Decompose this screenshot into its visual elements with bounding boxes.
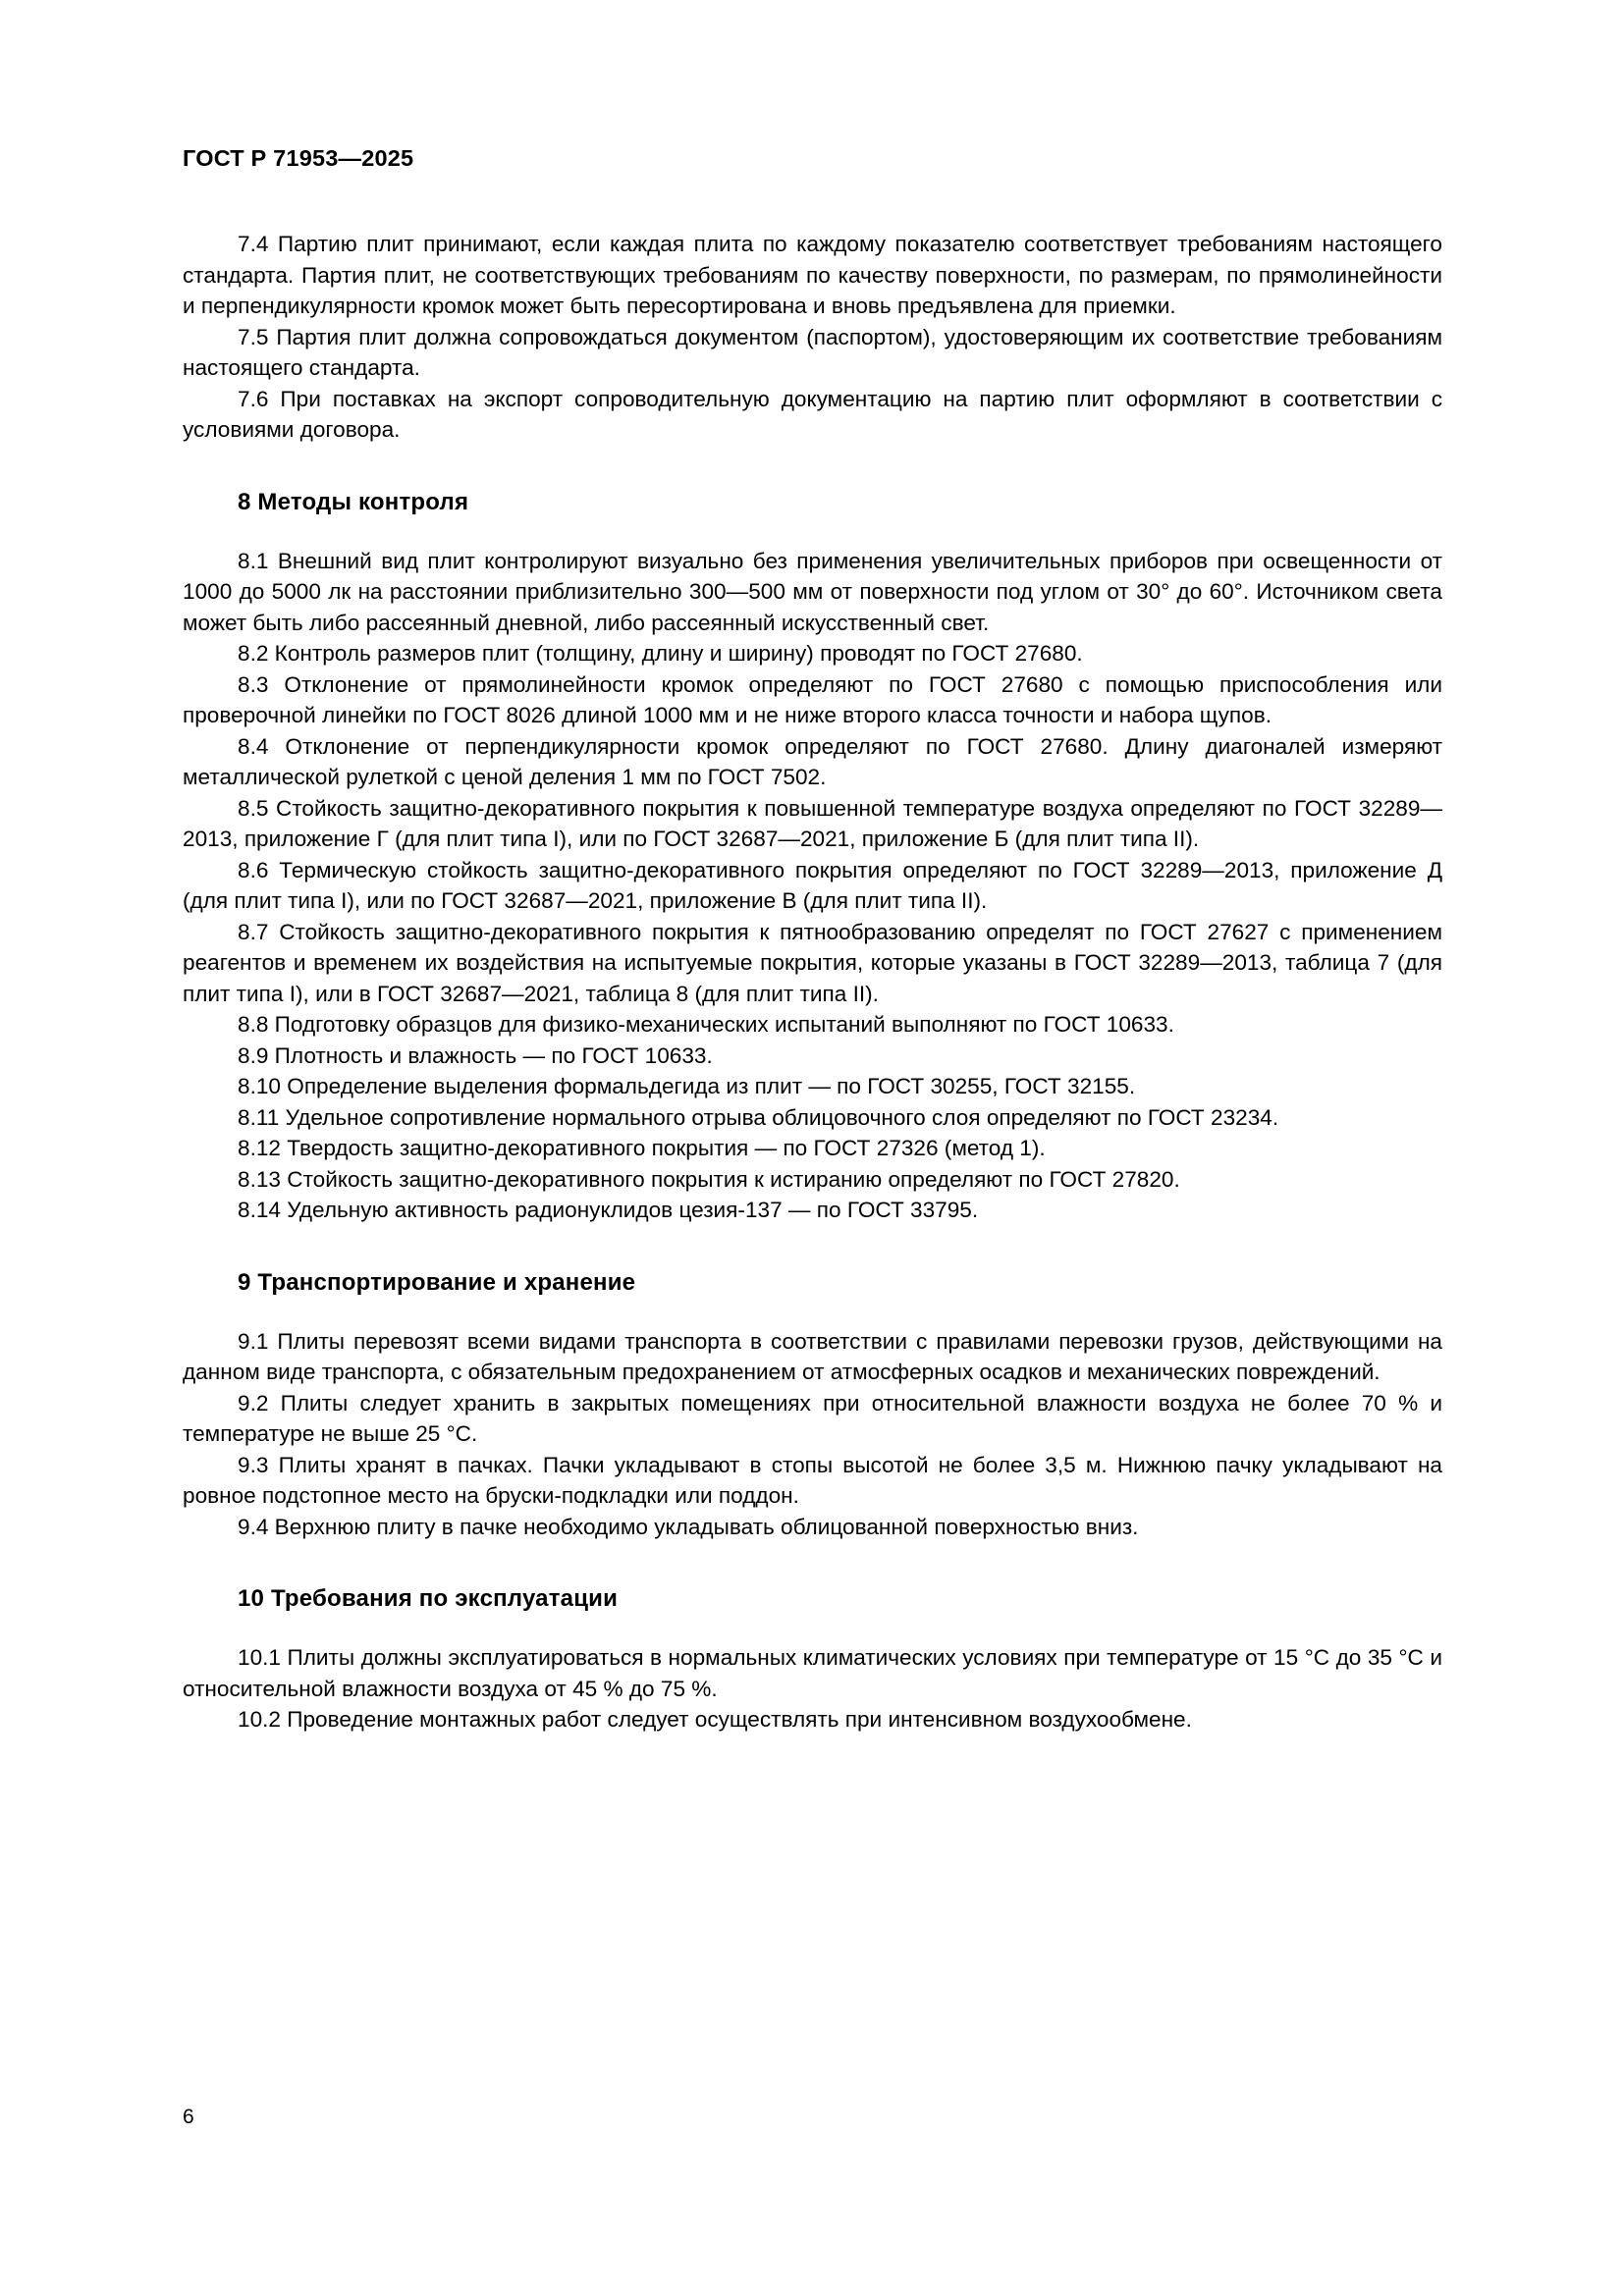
paragraph-8-5: 8.5 Стойкость защитно-декоративного покрытия к повышенной температуре воздуха определяют по ГОСТ 32289—2013, приложение Г (для плит типа I), или по ГОСТ 32687—2021, приложение Б (для плит типа II). [183, 795, 1442, 851]
page-number: 6 [183, 2106, 194, 2128]
paragraph-8-11: 8.11 Удельное сопротивление нормального отрыва облицовочного слоя определяют по ГОСТ 23234. [238, 1104, 1279, 1130]
paragraph-8-12: 8.12 Твердость защитно-декоративного покрытия — по ГОСТ 27326 (метод 1). [238, 1136, 1046, 1160]
paragraph-8-1: 8.1 Внешний вид плит контролируют визуально без применения увеличительных приборов при освещенности от 1000 до 5000 лк на расстоянии приблизительно 300—500 мм от поверхности под углом от 30° до 60°. Источником света может быть либо рассеянный дневной, либо рассеянный искусственный свет. [183, 548, 1442, 635]
paragraph-8-3: 8.3 Отклонение от прямолинейности кромок определяют по ГОСТ 27680 с помощью приспособления или проверочной линейки по ГОСТ 8026 длиной 1000 мм и не ниже второго класса точности и набора щупов. [183, 671, 1442, 727]
paragraph-8-2: 8.2 Контроль размеров плит (толщину, длину и ширину) проводят по ГОСТ 27680. [238, 641, 1083, 666]
spacer [183, 516, 1442, 546]
paragraph-9-1: 9.1 Плиты перевозят всеми видами транспорта в соответствии с правилами перевозки грузов, действующими на данном виде транспорта, с обязательным предохранением от атмосферных осадков и механических повреждений. [183, 1328, 1442, 1384]
spacer [183, 1542, 1442, 1585]
paragraph-7-5: 7.5 Партия плит должна сопровождаться документом (паспортом), удостоверяющим их соответствие требованиям настоящего стандарта. [183, 324, 1442, 380]
paragraph-8-6: 8.6 Термическую стойкость защитно-декоративного покрытия определяют по ГОСТ 32289—2013, приложение Д (для плит типа I), или по ГОСТ 32687—2021, приложение В (для плит типа II). [183, 857, 1442, 913]
spacer [183, 1613, 1442, 1642]
paragraph-7-4: 7.4 Партию плит принимают, если каждая плита по каждому показателю соответствует требованиям настоящего стандарта. Партия плит, не соответствующих требованиям по качеству поверхности, по размерам, по прямолинейности и перпендикулярности кромок может быть пересортирована и вновь предъявлена для приемки. [183, 232, 1442, 318]
paragraph-10-2: 10.2 Проведение монтажных работ следует осуществлять при интенсивном воздухообмене. [238, 1707, 1192, 1732]
paragraph-8-8: 8.8 Подготовку образцов для физико-механических испытаний выполняют по ГОСТ 10633. [238, 1012, 1174, 1037]
paragraph-8-4: 8.4 Отклонение от перпендикулярности кромок определяют по ГОСТ 27680. Длину диагоналей измеряют металлической рулеткой с ценой деления 1 мм по ГОСТ 7502. [183, 733, 1442, 789]
spacer [183, 1297, 1442, 1326]
page-content [183, 145, 1442, 1735]
spacer [183, 446, 1442, 489]
paragraph-8-13: 8.13 Стойкость защитно-декоративного покрытия к истиранию определяют по ГОСТ 27820. [238, 1166, 1180, 1192]
paragraph-9-3: 9.3 Плиты хранят в пачках. Пачки укладывают в стопы высотой не более 3,5 м. Нижнюю пачку укладывают на ровное подстопное место на бруски-подкладки или поддон. [183, 1452, 1442, 1508]
spacer [183, 1226, 1442, 1269]
paragraph-8-7: 8.7 Стойкость защитно-декоративного покрытия к пятнообразованию определят по ГОСТ 27627 с применением реагентов и временем их воздействия на испытуемые покрытия, которые указаны в ГОСТ 32289—2013, таблица 7 (для плит типа I), или в ГОСТ 32687—2021, таблица 8 (для плит типа II). [183, 919, 1442, 1006]
paragraph-8-14: 8.14 Удельную активность радионуклидов цезия-137 — по ГОСТ 33795. [238, 1198, 979, 1222]
section-heading-10: 10 Требования по эксплуатации [238, 1585, 619, 1612]
document-standard-header: ГОСТ Р 71953—2025 [183, 145, 414, 171]
paragraph-10-1: 10.1 Плиты должны эксплуатироваться в нормальных климатических условиях при температуре от 15 °С до 35 °С и относительной влажности воздуха от 45 % до 75 %. [183, 1645, 1442, 1701]
section-heading-8: 8 Методы контроля [238, 488, 469, 515]
paragraph-9-4: 9.4 Верхнюю плиту в пачке необходимо укладывать облицованной поверхностью вниз. [238, 1514, 1139, 1539]
section-heading-9: 9 Транспортирование и хранение [238, 1268, 636, 1296]
paragraph-8-9: 8.9 Плотность и влажность — по ГОСТ 10633. [238, 1042, 713, 1068]
paragraph-9-2: 9.2 Плиты следует хранить в закрытых помещениях при относительной влажности воздуха не более 70 % и температуре не выше 25 °С. [183, 1390, 1442, 1446]
paragraph-7-6: 7.6 При поставках на экспорт сопроводительную документацию на партию плит оформляют в соответствии с условиями договора. [183, 386, 1442, 442]
paragraph-8-10: 8.10 Определение выделения формальдегида из плит — по ГОСТ 30255, ГОСТ 32155. [238, 1074, 1136, 1098]
